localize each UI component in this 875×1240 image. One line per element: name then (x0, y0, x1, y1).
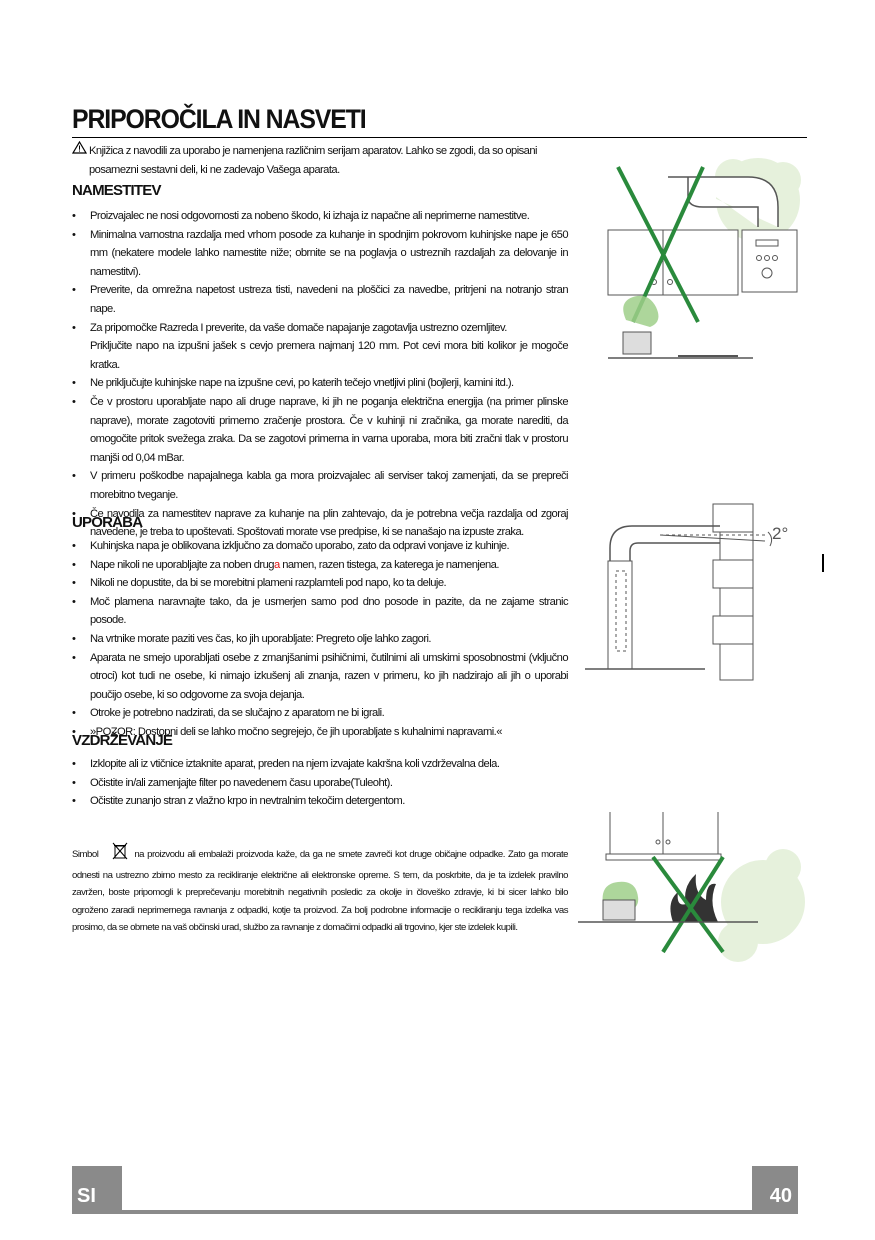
list-item: • Nikoli ne dopustite, da bi se morebitni plameni razplamteli pod napo, ko ta deluje. (72, 574, 568, 593)
duct-angle-figure (580, 496, 800, 686)
warning-triangle-icon (72, 141, 89, 161)
no-flames-figure (578, 812, 808, 967)
list-item-subtext: Priključite napo na izpušni jašek s cevjo premera najmanj 120 mm. Pot cevi mora biti kolikor je mogoče kratka. (90, 340, 568, 371)
footer-rule (122, 1210, 752, 1214)
list-item: • Očistite zunanjo stran z vlažno krpo in nevtralnim tekočim detergentom. (72, 792, 568, 811)
crossed-bin-icon (112, 842, 128, 867)
usage-list (72, 537, 568, 742)
installation-list (72, 207, 568, 542)
list-item: • Proizvajalec ne nosi odgovornosti za nobeno škodo, ki izhaja iz napačne ali neprimerne namestitve. (72, 207, 568, 226)
margin-mark (822, 554, 824, 572)
highlight-letter: a (273, 558, 280, 571)
language-code: SI (77, 1185, 96, 1207)
list-item-text: Nape nikoli ne uporabljajte za noben drug (90, 558, 274, 571)
list-item: • Kuhinjska napa je oblikovana izključno za domačo uporabo, zato da odpravi vonjave iz kuhinje. (72, 537, 568, 556)
page-number: 40 (769, 1185, 792, 1207)
list-item (72, 319, 568, 375)
list-item: • Očistite in/ali zamenjajte filter po navedenem času uporabe(Tuleoht). (72, 774, 568, 793)
list-item: • Izklopite ali iz vtičnice iztaknite aparat, preden na njem izvajate kakršna koli vzdrževalna dela. (72, 755, 568, 774)
title-rule (72, 137, 807, 138)
list-item-text: Za pripomočke Razreda I preverite, da vaše domače napajanje zagotavlja ustrezno ozemljitev. (90, 321, 507, 334)
list-item: • »POZOR: Dostopni deli se lahko močno segrejejo, če jih uporabljate s kuhalnimi napravami.« (72, 723, 568, 742)
list-item: • Če navodila za namestitev naprave za kuhanje na plin zahtevajo, da je potrebna večja razdalja od zgoraj navedene, je treba to upoštevati. Spoštovati morate vse predpise, ki se nanašajo na izpuste zraka. (72, 505, 568, 542)
heading-vzdrzevanje: VZDRŽEVANJE (72, 732, 173, 749)
list-item: • Moč plamena naravnajte tako, da je usmerjen samo pod dno posode in pazite, da ne zajame stranic posode. (72, 593, 568, 630)
angle-label: 2° (772, 524, 789, 543)
maintenance-list (72, 755, 568, 811)
list-item: • V primeru poškodbe napajalnega kabla ga mora proizvajalec ali serviser takoj zamenjati, da se prepreči morebitno tveganje. (72, 467, 568, 504)
heading-uporaba: UPORABA (72, 514, 143, 531)
list-item: • Preverite, da omrežna napetost ustreza tisti, navedeni na ploščici za navedbe, pritrjeni na notranjo stran nape. (72, 281, 568, 318)
list-item: • Aparata ne smejo uporabljati osebe z zmanjšanimi psihičnimi, čutilnimi ali umskimi sposobnostmi (vključno otroci) kot tudi ne osebe, ki nimajo izkušenj ali znanja, razen v primeru, ko jih nadzirajo ali jih o uporabi poučijo osebe, ki so odgovorne za svoja dejanja. (72, 649, 568, 705)
starburst-shape (718, 849, 805, 962)
list-item: • Minimalna varnostna razdalja med vrhom posode za kuhanje in spodnjim pokrovom kuhinjske nape je 650 mm (nekatere modele lahko namestite niže; obrnite se na poglavja o ustreznih razdaljah za delovanje in namestitvi). (72, 226, 568, 282)
list-item (72, 556, 568, 575)
list-item-text: namen, razen tistega, za katerega je namenjena. (279, 558, 499, 571)
language-tab (72, 1166, 122, 1214)
page-number-tab (752, 1166, 798, 1214)
symbol-text: na proizvodu ali embalaži proizvoda kaže, da ga ne smete zavreči kot druge običajne odpadke. Zato ga morate odnesti na ustrezno zbirno mesto za recikliranje električne ali elektronske opreme. S tem, da poskrbite, da je ta izdelek pravilno zavržen, boste pripomogli k preprečevanju morebitnih negativnih posledic za okolje in človeško zdravje, ki bi sicer lahko bilo ogroženo zaradi neprimernega ravnanja z odpadki, kotje ta proizvod. Za bolj podrobne informacije o recikliranju tega izdelka vas prosimo, da se obrnete na vaš občinski urad, službo za ravnanje z domačimi odpadki ali trgovino, kjer ste izdelek kupili. (72, 849, 568, 934)
intro-note (72, 141, 585, 179)
list-item: • Ne priključujte kuhinjske nape na izpušne cevi, po katerih tečejo vnetljivi plini (bojlerji, kamini itd.). (72, 374, 568, 393)
symbol-word: Simbol (72, 849, 99, 860)
list-item: • Če v prostoru uporabljate napo ali druge naprave, ki jih ne poganja električna energija (na primer plinske naprave), morate zagotoviti primerno zračenje prostora. Če v kuhinji ni zračnika, ga morate narediti, da omogočite pritok svežega zraka. Da se zagotovi primerna in varna uporaba, mora biti zračni tlak v prostoru manjši od 0,04 mBar. (72, 393, 568, 467)
intro-text: Knjižica z navodili za uporabo je namenjena različnim serijam aparatov. Lahko se zgodi, da so opisani posamezni sestavni deli, ki ne zadevajo Vašega aparata. (89, 145, 537, 176)
page-title: PRIPOROČILA IN NASVETI (72, 104, 366, 134)
hood-installation-figure (578, 152, 808, 364)
heading-namestitev: NAMESTITEV (72, 182, 161, 199)
list-item: • Na vrtnike morate paziti ves čas, ko jih uporabljate: Pregreto olje lahko zagori. (72, 630, 568, 649)
list-item: • Otroke je potrebno nadzirati, da se slučajno z aparatom ne bi igrali. (72, 704, 568, 723)
recycling-note (72, 842, 568, 937)
